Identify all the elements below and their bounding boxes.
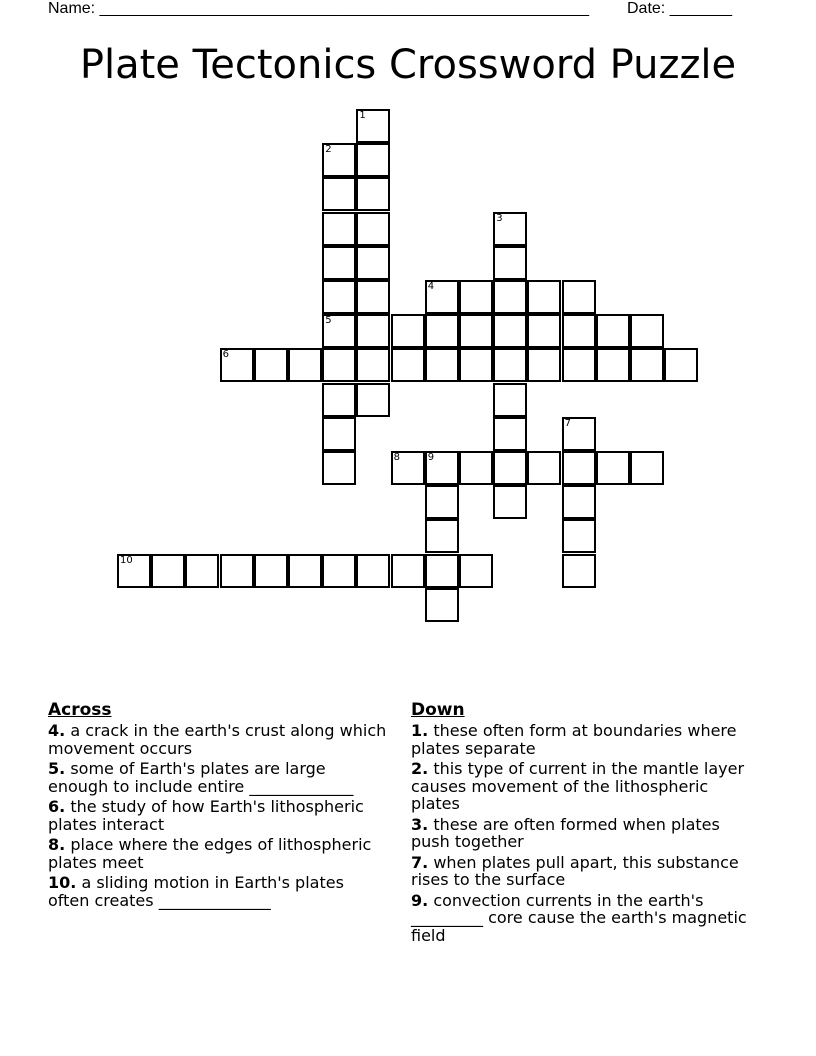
clue-number: 1. (411, 721, 429, 740)
crossword-cell[interactable] (220, 554, 254, 588)
crossword-cell[interactable] (356, 246, 390, 280)
crossword-cell[interactable] (322, 383, 356, 417)
crossword-cell[interactable] (596, 314, 630, 348)
clue-number-label: 1 (359, 110, 366, 121)
down-heading: Down (411, 700, 465, 720)
clue-number: 6. (48, 797, 66, 816)
crossword-cell[interactable] (322, 348, 356, 382)
crossword-cell[interactable] (493, 246, 527, 280)
crossword-cell[interactable] (322, 212, 356, 246)
crossword-cell[interactable] (459, 554, 493, 588)
crossword-cell[interactable] (322, 314, 356, 348)
crossword-cell[interactable] (391, 554, 425, 588)
crossword-cell[interactable] (493, 212, 527, 246)
clue-number: 3. (411, 814, 429, 834)
crossword-cell[interactable] (493, 417, 527, 451)
clue-number-label: 2 (325, 144, 332, 156)
clue-text: a crack in the earth's crust along which movement occurs (48, 721, 387, 758)
clue-text: place where the edges of lithospheric plates meet (48, 835, 372, 872)
crossword-cell[interactable] (391, 348, 425, 382)
clue-text: some of Earth's plates are large enough to include entire _____________ (48, 759, 354, 796)
crossword-cell[interactable] (288, 348, 322, 382)
clue-number-label: 8 (393, 452, 400, 463)
crossword-cell[interactable] (356, 314, 390, 348)
crossword-cell[interactable] (425, 348, 459, 382)
clue-number-label: 9 (427, 452, 435, 463)
crossword-cell[interactable] (322, 177, 356, 211)
crossword-cell[interactable] (391, 451, 425, 485)
crossword-cell[interactable] (322, 280, 356, 314)
crossword-cell[interactable] (220, 348, 254, 382)
clue-number-label: 5 (325, 315, 332, 327)
crossword-cell[interactable] (356, 109, 390, 143)
page-title: Plate Tectonics Crossword Puzzle (79, 42, 737, 88)
crossword-cell[interactable] (527, 451, 561, 485)
crossword-cell[interactable] (322, 451, 356, 485)
crossword-cell[interactable] (493, 383, 527, 417)
down-clue (411, 854, 761, 889)
crossword-cell[interactable] (391, 314, 425, 348)
across-heading: Across (48, 700, 112, 720)
crossword-cell[interactable] (562, 554, 596, 588)
crossword-cell[interactable] (356, 348, 390, 382)
crossword-cell[interactable] (425, 519, 459, 553)
crossword-cell[interactable] (356, 280, 390, 314)
crossword-cell[interactable] (562, 314, 596, 348)
clue-text: a sliding motion in Earth's plates often creates ______________ (48, 873, 344, 910)
clue-number-label: 7 (564, 417, 571, 429)
clue-number-label: 10 (120, 554, 133, 566)
across-clue (48, 722, 388, 757)
clue-number: 9. (411, 890, 429, 910)
crossword-cell[interactable] (630, 451, 664, 485)
crossword-cell[interactable] (185, 554, 219, 588)
crossword-cell[interactable] (322, 246, 356, 280)
crossword-cell[interactable] (527, 280, 561, 314)
crossword-cell[interactable] (596, 348, 630, 382)
name-field-line[interactable]: Name: _______________________________________________________ (48, 0, 589, 17)
crossword-cell[interactable] (288, 554, 322, 588)
crossword-cell[interactable] (630, 348, 664, 382)
crossword-cell[interactable] (562, 280, 596, 314)
down-clues (411, 700, 761, 947)
crossword-cell[interactable] (562, 451, 596, 485)
crossword-cell[interactable] (630, 314, 664, 348)
across-clue (48, 836, 388, 871)
across-clue (48, 874, 388, 909)
across-clue-list (48, 722, 388, 909)
crossword-cell[interactable] (459, 451, 493, 485)
crossword-cell[interactable] (493, 451, 527, 485)
crossword-cell[interactable] (664, 348, 698, 382)
clue-text: the study of how Earth's lithospheric plates interact (48, 797, 364, 834)
crossword-cell[interactable] (322, 554, 356, 588)
clue-text: these often form at boundaries where plates separate (411, 721, 737, 758)
across-clue (48, 798, 388, 833)
crossword-cell[interactable] (562, 519, 596, 553)
crossword-cell[interactable] (322, 417, 356, 451)
crossword-cell[interactable] (425, 485, 459, 519)
clue-number: 5. (48, 759, 66, 778)
crossword-cell[interactable] (493, 485, 527, 519)
crossword-cell[interactable] (459, 314, 493, 348)
across-clues (48, 700, 388, 912)
crossword-cell[interactable] (356, 143, 390, 177)
crossword-cell[interactable] (527, 348, 561, 382)
crossword-cell[interactable] (356, 212, 390, 246)
clue-number: 2. (411, 759, 429, 778)
crossword-cell[interactable] (562, 485, 596, 519)
clue-text: these are often formed when plates push together (411, 814, 720, 851)
down-clue (411, 722, 761, 757)
crossword-cell[interactable] (493, 314, 527, 348)
crossword-cell[interactable] (425, 314, 459, 348)
down-clue (411, 892, 761, 945)
crossword-cell[interactable] (425, 451, 459, 485)
crossword-cell[interactable] (493, 348, 527, 382)
across-clue (48, 760, 388, 795)
clue-number-label: 4 (427, 281, 435, 292)
crossword-cell[interactable] (356, 554, 390, 588)
down-clue (411, 816, 761, 851)
crossword-cell[interactable] (425, 280, 459, 314)
clue-text: convection currents in the earth's _________ core cause the earth's magnetic field (411, 890, 747, 945)
down-clue (411, 760, 761, 813)
clue-number-label: 3 (496, 212, 503, 224)
clue-number-label: 6 (222, 349, 229, 361)
clue-text: when plates pull apart, this substance rises to the surface (411, 852, 739, 889)
clue-number: 10. (48, 873, 77, 892)
crossword-cell[interactable] (459, 348, 493, 382)
crossword-cell[interactable] (562, 348, 596, 382)
crossword-cell[interactable] (493, 280, 527, 314)
crossword-cell[interactable] (596, 451, 630, 485)
down-clue-list (411, 722, 761, 944)
crossword-cell[interactable] (425, 554, 459, 588)
crossword-cell[interactable] (527, 314, 561, 348)
crossword-cell[interactable] (254, 348, 288, 382)
date-field-line[interactable]: Date: _______ (627, 0, 732, 17)
crossword-cell[interactable] (322, 143, 356, 177)
crossword-cell[interactable] (425, 588, 459, 622)
crossword-cell[interactable] (254, 554, 288, 588)
crossword-cell[interactable] (356, 383, 390, 417)
crossword-cell[interactable] (117, 554, 151, 588)
clue-text: this type of current in the mantle layer causes movement of the lithospheric plates (411, 759, 745, 813)
crossword-cell[interactable] (459, 280, 493, 314)
crossword-cell[interactable] (356, 177, 390, 211)
clue-number: 7. (411, 852, 429, 872)
clue-number: 8. (48, 835, 66, 854)
crossword-cell[interactable] (151, 554, 185, 588)
crossword-cell[interactable] (562, 417, 596, 451)
clue-number: 4. (48, 721, 66, 740)
